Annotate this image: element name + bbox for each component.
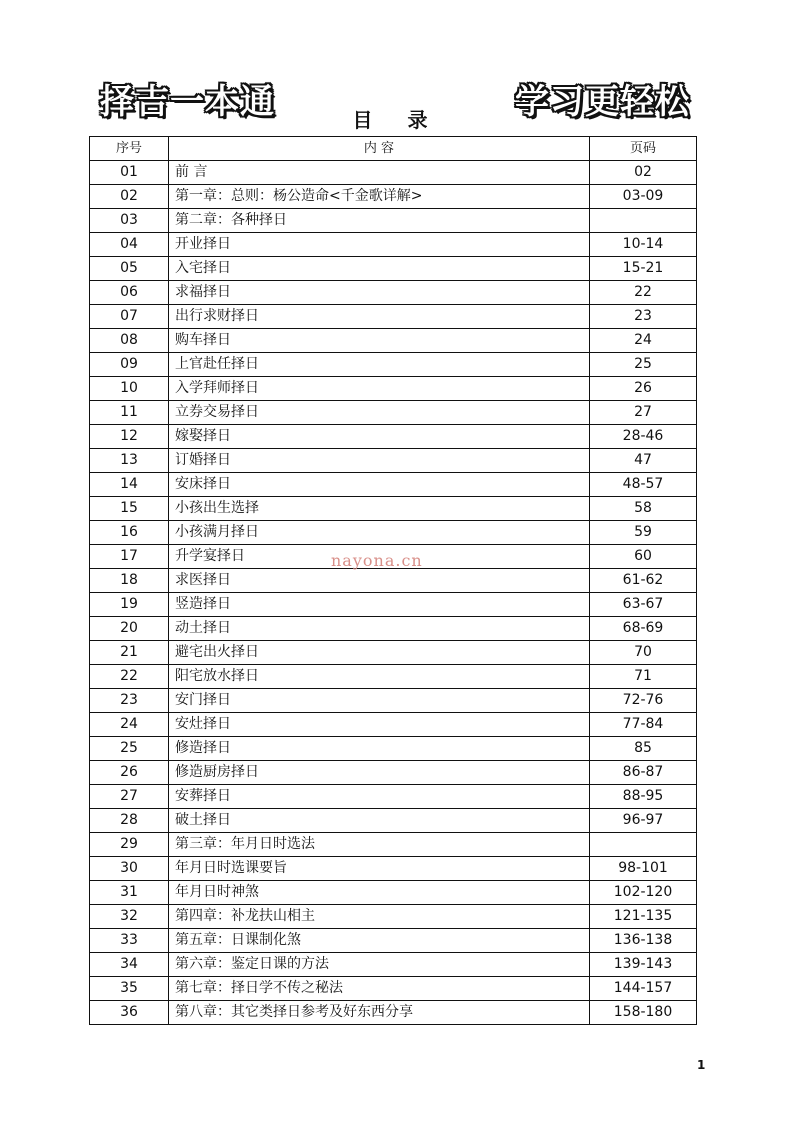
table-row — [90, 953, 697, 977]
table-row — [90, 641, 697, 665]
cell-content: 年月日时选课要旨 — [169, 857, 590, 881]
cell-no: 25 — [90, 737, 169, 761]
cell-no: 20 — [90, 617, 169, 641]
table-row — [90, 377, 697, 401]
cell-no: 29 — [90, 833, 169, 857]
cell-no: 05 — [90, 257, 169, 281]
cell-content: 安床择日 — [169, 473, 590, 497]
cell-no: 24 — [90, 713, 169, 737]
cell-no: 32 — [90, 905, 169, 929]
cell-page: 72-76 — [590, 689, 697, 713]
cell-content: 购车择日 — [169, 329, 590, 353]
table-row — [90, 401, 697, 425]
table-row — [90, 473, 697, 497]
cell-content: 求福择日 — [169, 281, 590, 305]
cell-content: 第四章：补龙扶山相主 — [169, 905, 590, 929]
table-row — [90, 665, 697, 689]
cell-no: 04 — [90, 233, 169, 257]
cell-page: 98-101 — [590, 857, 697, 881]
cell-page: 61-62 — [590, 569, 697, 593]
cell-content: 第二章：各种择日 — [169, 209, 590, 233]
cell-content: 第七章：择日学不传之秘法 — [169, 977, 590, 1001]
cell-no: 11 — [90, 401, 169, 425]
cell-page: 48-57 — [590, 473, 697, 497]
cell-content: 入学拜师择日 — [169, 377, 590, 401]
cell-no: 12 — [90, 425, 169, 449]
cell-no: 06 — [90, 281, 169, 305]
cell-no: 02 — [90, 185, 169, 209]
cell-page: 26 — [590, 377, 697, 401]
table-row — [90, 761, 697, 785]
table-row — [90, 161, 697, 185]
cell-content: 安葬择日 — [169, 785, 590, 809]
cell-content: 避宅出火择日 — [169, 641, 590, 665]
cell-no: 10 — [90, 377, 169, 401]
cell-page — [590, 209, 697, 233]
cell-page: 24 — [590, 329, 697, 353]
toc-table — [89, 136, 697, 1025]
cell-page: 22 — [590, 281, 697, 305]
table-row — [90, 905, 697, 929]
cell-no: 18 — [90, 569, 169, 593]
column-header-page: 页码 — [590, 137, 697, 161]
cell-content: 订婚择日 — [169, 449, 590, 473]
table-row — [90, 185, 697, 209]
cell-page: 86-87 — [590, 761, 697, 785]
table-row — [90, 713, 697, 737]
cell-content: 升学宴择日 — [169, 545, 590, 569]
cell-no: 23 — [90, 689, 169, 713]
cell-no: 27 — [90, 785, 169, 809]
cell-content: 第六章：鉴定日课的方法 — [169, 953, 590, 977]
cell-content: 开业择日 — [169, 233, 590, 257]
cell-no: 17 — [90, 545, 169, 569]
cell-no: 15 — [90, 497, 169, 521]
cell-content: 第三章：年月日时选法 — [169, 833, 590, 857]
table-row — [90, 329, 697, 353]
cell-page: 59 — [590, 521, 697, 545]
cell-page: 121-135 — [590, 905, 697, 929]
cell-no: 26 — [90, 761, 169, 785]
cell-no: 28 — [90, 809, 169, 833]
cell-no: 13 — [90, 449, 169, 473]
table-header-row — [90, 137, 697, 161]
table-row — [90, 281, 697, 305]
cell-content: 修造厨房择日 — [169, 761, 590, 785]
cell-content: 第八章：其它类择日参考及好东西分享 — [169, 1001, 590, 1025]
cell-page: 10-14 — [590, 233, 697, 257]
table-row — [90, 785, 697, 809]
table-row — [90, 617, 697, 641]
cell-page: 144-157 — [590, 977, 697, 1001]
cell-content: 小孩满月择日 — [169, 521, 590, 545]
table-row — [90, 257, 697, 281]
cell-page: 27 — [590, 401, 697, 425]
cell-page: 71 — [590, 665, 697, 689]
table-row — [90, 689, 697, 713]
cell-no: 31 — [90, 881, 169, 905]
cell-page: 77-84 — [590, 713, 697, 737]
cell-page: 23 — [590, 305, 697, 329]
table-row — [90, 1001, 697, 1025]
table-row — [90, 881, 697, 905]
cell-page: 28-46 — [590, 425, 697, 449]
cell-page — [590, 833, 697, 857]
toc-title: 目 录 — [352, 108, 442, 132]
cell-no: 09 — [90, 353, 169, 377]
toc-body — [90, 161, 697, 1025]
cell-content: 入宅择日 — [169, 257, 590, 281]
table-row — [90, 521, 697, 545]
cell-no: 07 — [90, 305, 169, 329]
cell-no: 03 — [90, 209, 169, 233]
cell-content: 第五章：日课制化煞 — [169, 929, 590, 953]
cell-page: 63-67 — [590, 593, 697, 617]
cell-content: 求医择日 — [169, 569, 590, 593]
cell-page: 88-95 — [590, 785, 697, 809]
cell-content: 小孩出生选择 — [169, 497, 590, 521]
table-row — [90, 569, 697, 593]
column-header-content: 内 容 — [169, 137, 590, 161]
table-row — [90, 593, 697, 617]
cell-page: 60 — [590, 545, 697, 569]
cell-no: 36 — [90, 1001, 169, 1025]
cell-content: 安门择日 — [169, 689, 590, 713]
cell-content: 安灶择日 — [169, 713, 590, 737]
table-row — [90, 809, 697, 833]
cell-no: 01 — [90, 161, 169, 185]
cell-page: 15-21 — [590, 257, 697, 281]
cell-content: 修造择日 — [169, 737, 590, 761]
slogan-title: 学习更轻松 — [515, 82, 690, 122]
cell-content: 嫁娶择日 — [169, 425, 590, 449]
table-row — [90, 233, 697, 257]
cell-page: 25 — [590, 353, 697, 377]
cell-no: 30 — [90, 857, 169, 881]
table-row — [90, 929, 697, 953]
cell-no: 21 — [90, 641, 169, 665]
cell-page: 02 — [590, 161, 697, 185]
cell-content: 出行求财择日 — [169, 305, 590, 329]
cell-content: 年月日时神煞 — [169, 881, 590, 905]
table-row — [90, 425, 697, 449]
cell-no: 08 — [90, 329, 169, 353]
cell-content: 前 言 — [169, 161, 590, 185]
book-title: 择吉一本通 — [100, 82, 275, 122]
table-row — [90, 497, 697, 521]
table-row — [90, 977, 697, 1001]
cell-page: 03-09 — [590, 185, 697, 209]
cell-content: 竖造择日 — [169, 593, 590, 617]
table-row — [90, 353, 697, 377]
table-row — [90, 209, 697, 233]
cell-no: 14 — [90, 473, 169, 497]
cell-no: 19 — [90, 593, 169, 617]
cell-page: 47 — [590, 449, 697, 473]
cell-page: 139-143 — [590, 953, 697, 977]
cell-page: 96-97 — [590, 809, 697, 833]
cell-page: 68-69 — [590, 617, 697, 641]
table-row — [90, 737, 697, 761]
cell-page: 102-120 — [590, 881, 697, 905]
cell-page: 158-180 — [590, 1001, 697, 1025]
cell-content: 阳宅放水择日 — [169, 665, 590, 689]
cell-no: 35 — [90, 977, 169, 1001]
watermark: nayona.cn — [331, 551, 423, 570]
cell-no: 16 — [90, 521, 169, 545]
cell-page: 136-138 — [590, 929, 697, 953]
cell-content: 上官赴任择日 — [169, 353, 590, 377]
column-header-no: 序号 — [90, 137, 169, 161]
cell-content: 立券交易择日 — [169, 401, 590, 425]
table-row — [90, 857, 697, 881]
cell-no: 33 — [90, 929, 169, 953]
cell-page: 58 — [590, 497, 697, 521]
cell-page: 70 — [590, 641, 697, 665]
cell-no: 34 — [90, 953, 169, 977]
table-row — [90, 833, 697, 857]
table-row — [90, 305, 697, 329]
page-number: 1 — [697, 1058, 706, 1072]
cell-content: 破土择日 — [169, 809, 590, 833]
cell-content: 第一章：总则：杨公造命<千金歌详解> — [169, 185, 590, 209]
cell-page: 85 — [590, 737, 697, 761]
cell-no: 22 — [90, 665, 169, 689]
table-row — [90, 449, 697, 473]
cell-content: 动土择日 — [169, 617, 590, 641]
